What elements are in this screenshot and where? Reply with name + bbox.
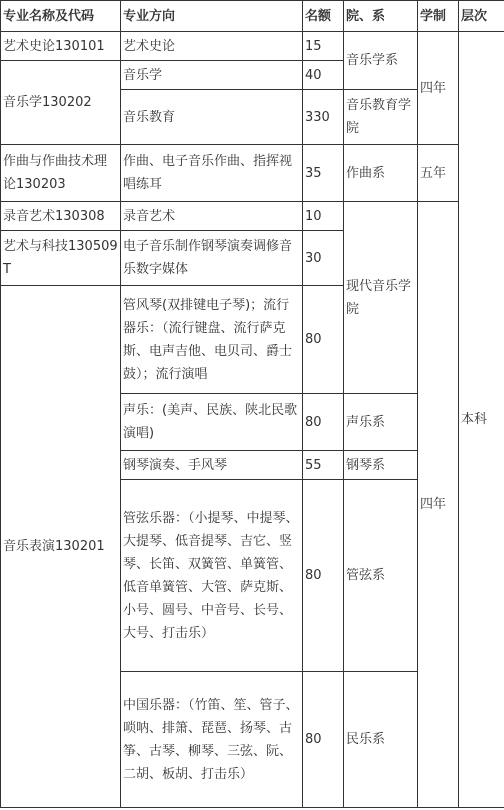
major-direction: 管弦乐器：（小提琴、中提琴、大提琴、低音提琴、吉它、竖琴、长笛、双簧管、单簧管、低音单簧管、大管、萨克斯、小号、圆号、中音号、长号、大号、打击乐）	[121, 480, 303, 672]
table-row	[1, 202, 504, 231]
quota-value: 80	[303, 672, 344, 808]
major-direction: 作曲、电子音乐作曲、指挥视唱练耳	[121, 145, 303, 202]
quota-value: 55	[303, 451, 344, 480]
quota-value: 15	[303, 32, 344, 61]
header-department: 院、系	[344, 1, 418, 32]
major-direction: 音乐学	[121, 61, 303, 90]
quota-value: 40	[303, 61, 344, 90]
department-name: 管弦系	[344, 480, 418, 672]
major-direction: 录音艺术	[121, 202, 303, 231]
quota-value: 80	[303, 394, 344, 451]
major-direction: 电子音乐制作钢琴演奏调修音乐数字媒体	[121, 231, 303, 286]
header-duration: 学制	[418, 1, 459, 32]
quota-value: 330	[303, 90, 344, 145]
major-direction: 管风琴(双排键电子琴)；流行器乐：（流行键盘、流行萨克斯、电声吉他、电贝司、爵士鼓）；流行演唱	[121, 286, 303, 394]
major-direction: 艺术史论	[121, 32, 303, 61]
major-name-code: 作曲与作曲技术理论130203	[1, 145, 121, 202]
department-name: 钢琴系	[344, 451, 418, 480]
quota-value: 10	[303, 202, 344, 231]
table-row	[1, 145, 504, 202]
quota-value: 35	[303, 145, 344, 202]
quota-value: 80	[303, 480, 344, 672]
table-header-row	[1, 1, 504, 32]
department-name: 作曲系	[344, 145, 418, 202]
major-name-code: 音乐学130202	[1, 61, 121, 145]
header-name-code: 专业名称及代码	[1, 1, 121, 32]
major-name-code: 艺术史论130101	[1, 32, 121, 61]
duration-value: 四年	[418, 202, 459, 808]
department-name: 音乐学系	[344, 32, 418, 90]
quota-value: 80	[303, 286, 344, 394]
header-quota: 名额	[303, 1, 344, 32]
major-direction: 钢琴演奏、手风琴	[121, 451, 303, 480]
level-value: 本科	[459, 32, 504, 808]
major-direction: 声乐：(美声、民族、陕北民歌演唱)	[121, 394, 303, 451]
major-name-code: 录音艺术130308	[1, 202, 121, 231]
major-name-code: 艺术与科技130509T	[1, 231, 121, 286]
major-direction: 中国乐器：（竹笛、笙、管子、唢呐、排箫、琵琶、扬琴、古筝、古琴、柳琴、三弦、阮、二胡、板胡、打击乐）	[121, 672, 303, 808]
header-level: 层次	[459, 1, 504, 32]
department-name: 声乐系	[344, 394, 418, 451]
duration-value: 四年	[418, 32, 459, 145]
department-name: 现代音乐学院	[344, 202, 418, 394]
major-direction: 音乐教育	[121, 90, 303, 145]
department-name: 音乐教育学院	[344, 90, 418, 145]
header-direction: 专业方向	[121, 1, 303, 32]
department-name: 民乐系	[344, 672, 418, 808]
table-row	[1, 32, 504, 61]
quota-value: 30	[303, 231, 344, 286]
major-name-code: 音乐表演130201	[1, 286, 121, 808]
duration-value: 五年	[418, 145, 459, 202]
